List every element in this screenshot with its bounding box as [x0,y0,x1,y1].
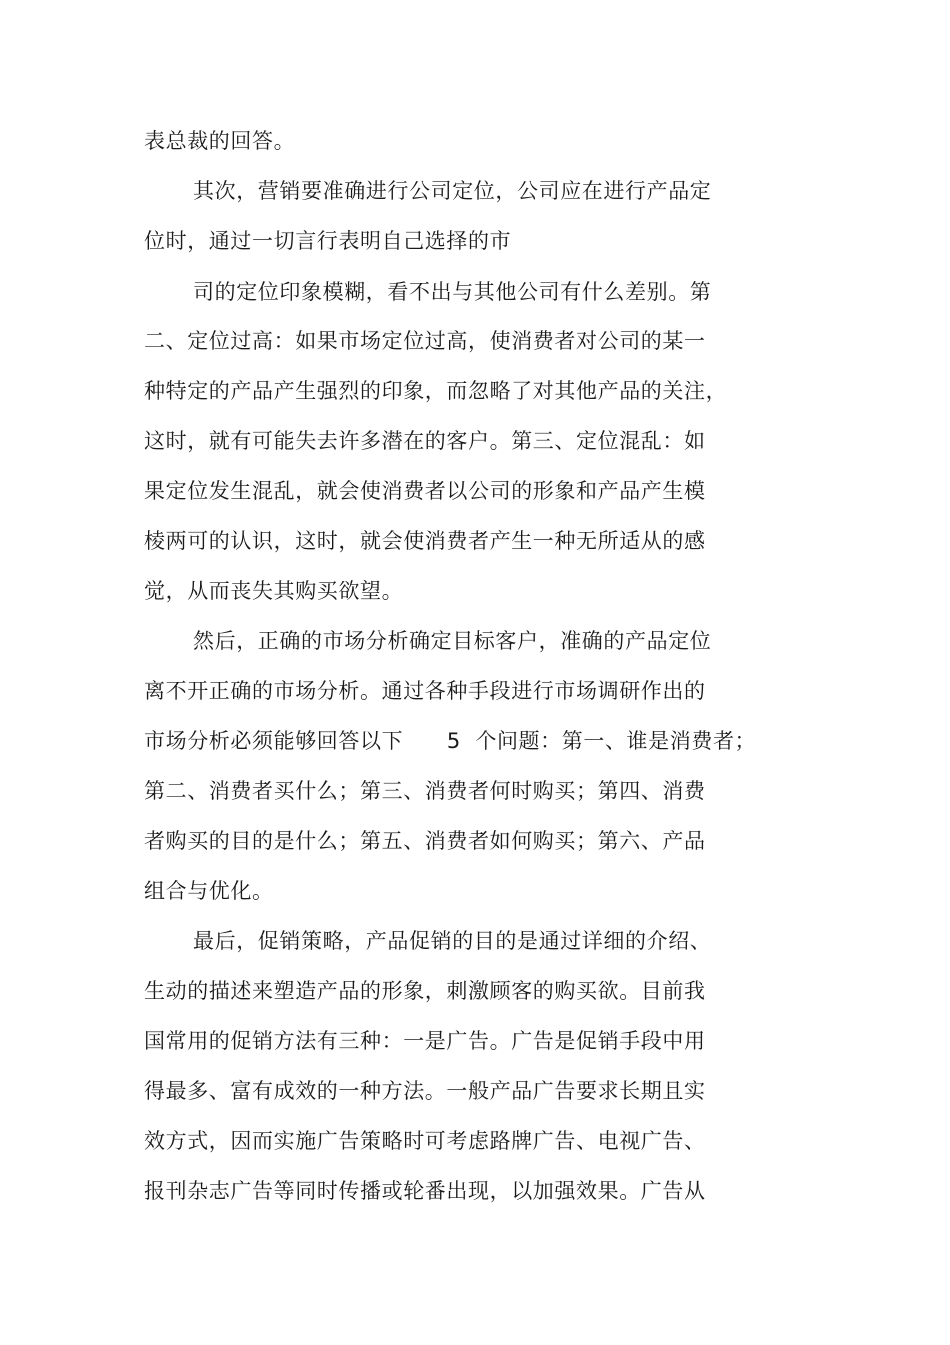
text-line: 报刊杂志广告等同时传播或轮番出现，以加强效果。广告从 [144,1179,706,1203]
text-line: 离不开正确的市场分析。通过各种手段进行市场调研作出的 [144,679,706,703]
text-line: 棱两可的认识，这时，就会使消费者产生一种无所适从的感 [144,529,706,553]
text-line: 效方式，因而实施广告策略时可考虑路牌广告、电视广告、 [144,1129,706,1153]
text-line: 这时，就有可能失去许多潜在的客户。第三、定位混乱：如 [144,429,706,453]
text-line: 觉，从而丧失其购买欲望。 [144,579,404,603]
text-line: 然后，正确的市场分析确定目标客户，准确的产品定位 [193,629,712,653]
text-line: 国常用的促销方法有三种：一是广告。广告是促销手段中用 [144,1029,706,1053]
text-line: 其次，营销要准确进行公司定位，公司应在进行产品定 [193,179,712,203]
text-line: 组合与优化。 [144,879,274,903]
text-line: 二、定位过高：如果市场定位过高，使消费者对公司的某一 [144,329,706,353]
text-line: 种特定的产品产生强烈的印象，而忽略了对其他产品的关注， [144,379,728,403]
text-line: 第二、消费者买什么；第三、消费者何时购买；第四、消费 [144,779,706,803]
text-line: 位时，通过一切言行表明自己选择的市 [144,229,512,253]
text-line: 生动的描述来塑造产品的形象，刺激顾客的购买欲。目前我 [144,979,706,1003]
text-line: 最后，促销策略，产品促销的目的是通过详细的介绍、 [193,929,712,953]
text-line: 表总裁的回答。 [144,129,296,153]
text-line: 得最多、富有成效的一种方法。一般产品广告要求长期且实 [144,1079,706,1103]
text-line: 果定位发生混乱，就会使消费者以公司的形象和产品产生模 [144,479,706,503]
text-line: 市场分析必须能够回答以下 5 个问题：第一、谁是消费者； [144,729,757,753]
text-line: 者购买的目的是什么；第五、消费者如何购买；第六、产品 [144,829,706,853]
text-line: 司的定位印象模糊，看不出与其他公司有什么差别。第 [193,280,712,304]
